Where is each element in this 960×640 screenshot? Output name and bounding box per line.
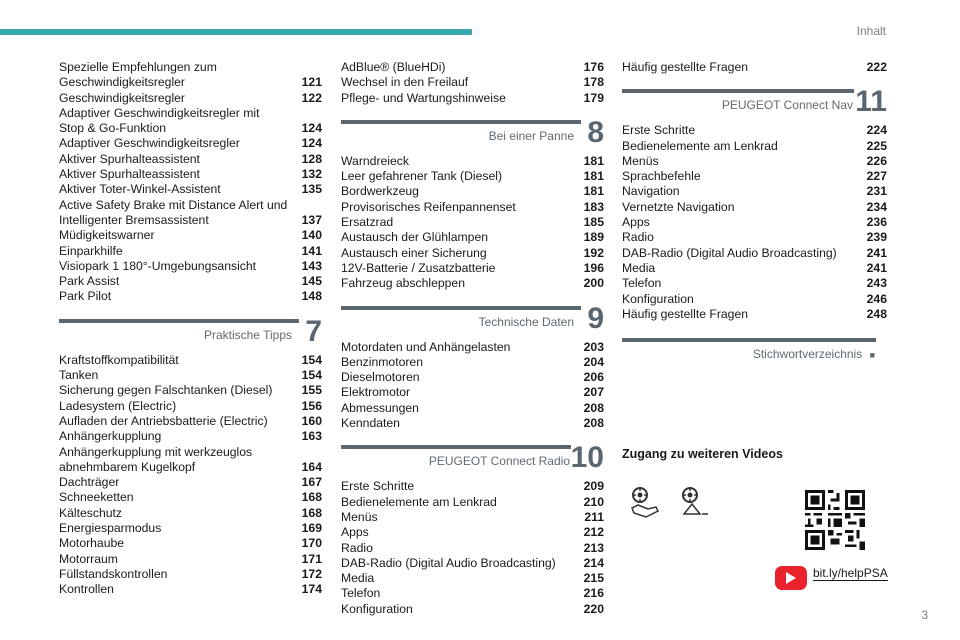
toc-entry[interactable]	[59, 399, 322, 414]
toc-entry-page: 222	[866, 60, 887, 74]
toc-entry[interactable]	[341, 586, 604, 601]
toc-entry-page: 132	[301, 167, 322, 182]
toc-entry-page: 215	[583, 571, 604, 586]
toc-entry-title: Tanken	[59, 368, 99, 383]
toc-entry-title: Bedienelemente am Lenkrad	[341, 494, 497, 509]
toc-entry-page: 243	[866, 276, 887, 291]
toc-entry-title: Häufig gestellte Fragen	[622, 60, 749, 74]
section-bar	[341, 120, 581, 124]
toc-entry[interactable]	[59, 521, 322, 536]
toc-entry-page: 167	[301, 475, 322, 490]
section-header-index	[622, 338, 887, 368]
toc-entry[interactable]	[59, 274, 322, 289]
youtube-icon[interactable]	[775, 566, 807, 590]
toc-entry[interactable]	[341, 355, 604, 370]
toc-column-3	[622, 60, 887, 372]
toc-entry-title: Leer gefahrener Tank (Diesel)	[341, 169, 503, 184]
toc-entry[interactable]	[341, 75, 604, 90]
toc-entry[interactable]	[622, 184, 887, 199]
toc-entry-page: 137	[301, 212, 322, 227]
toc-entry-title: Radio	[341, 540, 373, 555]
toc-entry-page: 208	[583, 400, 604, 415]
toc-entry[interactable]	[59, 445, 322, 460]
toc-entry[interactable]	[622, 200, 887, 215]
index-title: Stichwortverzeichnis	[752, 347, 863, 362]
toc-entry-title: Abmessungen	[341, 400, 419, 415]
toc-entry-title: AdBlue® (BlueHDi)	[341, 60, 446, 74]
section-title: PEUGEOT Connect Nav	[721, 98, 853, 113]
toc-entry[interactable]	[59, 198, 322, 213]
toc-entry[interactable]	[341, 246, 604, 261]
toc-entry-page: 224	[866, 123, 887, 138]
toc-entry-title: Aufladen der Antriebsbatterie (Electric)	[59, 413, 268, 428]
toc-entry[interactable]	[59, 167, 322, 182]
toc-entry-page: 210	[583, 494, 604, 509]
toc-entry[interactable]	[341, 479, 604, 494]
toc-entry-page: 203	[583, 339, 604, 354]
toc-entry-page: 172	[301, 566, 322, 581]
toc-entry-page: 171	[301, 551, 322, 566]
toc-entry-page: 209	[583, 479, 604, 494]
toc-entry[interactable]	[341, 602, 604, 617]
toc-entry-title: Aktiver Spurhalteassistent	[59, 151, 200, 166]
toc-entry[interactable]	[59, 182, 322, 197]
toc-entry[interactable]	[341, 261, 604, 276]
toc-list	[341, 479, 604, 617]
toc-entry-page: 208	[583, 416, 604, 431]
toc-entry-title: abnehmbarem Kugelkopf	[59, 459, 196, 474]
toc-list	[341, 60, 604, 106]
toc-entry-title: Häufig gestellte Fragen	[622, 306, 749, 321]
toc-entry[interactable]	[341, 200, 604, 215]
toc-entry-title: Erste Schritte	[341, 479, 415, 494]
toc-list	[622, 123, 887, 322]
toc-entry-page: 248	[866, 306, 887, 321]
section-number: 10	[570, 441, 604, 475]
toc-entry-title: Benzinmotoren	[341, 354, 423, 369]
toc-entry[interactable]	[622, 276, 887, 291]
toc-entry[interactable]	[341, 510, 604, 525]
section-number: 7	[305, 314, 322, 348]
toc-entry[interactable]	[341, 215, 604, 230]
toc-entry-title: Stop & Go-Funktion	[59, 121, 167, 136]
toc-entry-title: Sprachbefehle	[622, 169, 701, 184]
toc-entry-page: 181	[583, 184, 604, 199]
toc-entry[interactable]	[59, 582, 322, 597]
toc-entry[interactable]	[341, 154, 604, 169]
toc-entry-title: Kontrollen	[59, 582, 114, 597]
toc-entry-page: 206	[583, 370, 604, 385]
section-header-11	[622, 85, 887, 119]
toc-entry[interactable]	[341, 571, 604, 586]
toc-entry-title: Park Pilot	[59, 289, 112, 304]
toc-entry-title: Dachträger	[59, 475, 120, 490]
toc-entry-title: Bordwerkzeug	[341, 184, 419, 199]
toc-entry-page: 239	[866, 230, 887, 245]
toc-entry[interactable]	[59, 228, 322, 243]
toc-entry-page: 170	[301, 536, 322, 551]
section-number: 11	[855, 85, 887, 119]
toc-entry-title: Telefon	[341, 586, 381, 601]
section-bar	[341, 445, 571, 449]
toc-entry[interactable]	[622, 292, 887, 307]
section-title	[753, 347, 875, 363]
toc-entry-title: Motorraum	[59, 551, 118, 566]
section-title: Technische Daten	[478, 314, 574, 329]
qr-code-icon[interactable]	[805, 490, 865, 550]
toc-entry[interactable]	[622, 261, 887, 276]
toc-entry-title: Austausch der Glühlampen	[341, 230, 489, 245]
index-marker: ■	[869, 350, 875, 361]
toc-entry[interactable]	[59, 567, 322, 582]
toc-entry[interactable]	[59, 106, 322, 121]
toc-entry-title: Aktiver Spurhalteassistent	[59, 167, 200, 182]
toc-entry-page: 236	[866, 215, 887, 230]
toc-entry-title: Schneeketten	[59, 490, 134, 505]
toc-entry[interactable]	[59, 289, 322, 304]
toc-entry-page: 241	[866, 245, 887, 260]
toc-entry-page: 192	[583, 245, 604, 260]
toc-entry-page: 176	[583, 60, 604, 74]
toc-entry-title: Pflege- und Wartungshinweise	[341, 90, 506, 105]
toc-entry-title: Konfiguration	[341, 601, 413, 616]
toc-entry-page: 154	[301, 368, 322, 383]
toc-entry-page: 214	[583, 555, 604, 570]
toc-entry-title: Energiesparmodus	[59, 521, 162, 536]
toc-entry-title: Menüs	[622, 153, 659, 168]
section-header-8	[341, 115, 604, 150]
toc-entry-title: Provisorisches Reifenpannenset	[341, 199, 516, 214]
toc-entry-page: 246	[866, 291, 887, 306]
toc-entry-title: Fahrzeug abschleppen	[341, 276, 465, 291]
toc-entry-title: DAB-Radio (Digital Audio Broadcasting)	[341, 555, 556, 570]
toc-entry-page: 234	[866, 199, 887, 214]
toc-entry[interactable]	[59, 506, 322, 521]
toc-entry-title: DAB-Radio (Digital Audio Broadcasting)	[622, 245, 837, 260]
toc-entry-page: 168	[301, 505, 322, 520]
toc-entry-title: Navigation	[622, 184, 680, 199]
toc-entry[interactable]	[622, 139, 887, 154]
toc-entry-title: Visiopark 1 180°-Umgebungsansicht	[59, 258, 257, 273]
toc-entry-page: 122	[301, 90, 322, 105]
toc-entry[interactable]	[341, 184, 604, 199]
toc-entry[interactable]	[341, 340, 604, 355]
toc-entry-page: 207	[583, 385, 604, 400]
toc-entry-page: 241	[866, 260, 887, 275]
toc-entry-page: 216	[583, 586, 604, 601]
toc-entry[interactable]	[59, 460, 322, 475]
toc-entry-title: Menüs	[341, 509, 378, 524]
toc-entry-title: 12V-Batterie / Zusatzbatterie	[341, 260, 496, 275]
toc-entry-page: 135	[301, 182, 322, 197]
toc-entry[interactable]	[622, 154, 887, 169]
section-number: 9	[587, 301, 604, 335]
toc-entry[interactable]	[341, 230, 604, 245]
video-help-icon	[678, 486, 712, 520]
toc-entry-title: Adaptiver Geschwindigkeitsregler mit	[59, 105, 260, 120]
toc-entry-title: Einparkhilfe	[59, 243, 123, 258]
toc-entry-page: 196	[583, 260, 604, 275]
toc-entry-title: Park Assist	[59, 274, 120, 289]
toc-entry-title: Kenndaten	[341, 416, 400, 431]
toc-entry[interactable]	[341, 495, 604, 510]
toc-entry[interactable]	[59, 536, 322, 551]
toc-entry-page: 204	[583, 354, 604, 369]
toc-entry-title: Bedienelemente am Lenkrad	[622, 138, 778, 153]
toc-entry-page: 164	[301, 459, 322, 474]
toc-entry-title: Elektromotor	[341, 385, 411, 400]
toc-entry[interactable]	[341, 416, 604, 431]
toc-entry-title: Apps	[622, 215, 650, 230]
toc-entry-page: 212	[583, 525, 604, 540]
toc-entry-title: Vernetzte Navigation	[622, 199, 735, 214]
toc-entry[interactable]	[622, 246, 887, 261]
toc-entry-page: 128	[301, 151, 322, 166]
toc-entry[interactable]	[59, 121, 322, 136]
toc-entry[interactable]	[622, 230, 887, 245]
toc-entry-title: Motordaten und Anhängelasten	[341, 339, 511, 354]
toc-entry-page: 226	[866, 153, 887, 168]
toc-entry-page: 154	[301, 352, 322, 367]
toc-entry-page: 178	[583, 75, 604, 90]
toc-entry-page: 155	[301, 383, 322, 398]
toc-entry-page: 156	[301, 398, 322, 413]
toc-entry[interactable]	[59, 414, 322, 429]
toc-entry[interactable]	[59, 213, 322, 228]
toc-entry-title: Sicherung gegen Falschtanken (Diesel)	[59, 383, 273, 398]
toc-entry-title: Spezielle Empfehlungen zum	[59, 60, 217, 74]
toc-entry-page: 140	[301, 228, 322, 243]
toc-entry[interactable]	[341, 541, 604, 556]
toc-entry-title: Kraftstoffkompatibilität	[59, 352, 179, 367]
toc-list	[341, 340, 604, 432]
toc-entry-title: Intelligenter Bremsassistent	[59, 212, 209, 227]
toc-entry-title: Aktiver Toter-Winkel-Assistent	[59, 182, 221, 197]
toc-entry-page: 143	[301, 258, 322, 273]
toc-entry[interactable]	[622, 169, 887, 184]
toc-entry-title: Geschwindigkeitsregler	[59, 75, 185, 90]
toc-entry-title: Konfiguration	[622, 291, 694, 306]
toc-entry-title: Dieselmotoren	[341, 370, 420, 385]
toc-list	[341, 154, 604, 292]
section-title: PEUGEOT Connect Radio	[428, 454, 570, 469]
toc-entry-page: 148	[301, 289, 322, 304]
toc-entry-title: Adaptiver Geschwindigkeitsregler	[59, 136, 240, 151]
section-header-10	[341, 441, 604, 475]
toc-entry-page: 124	[301, 136, 322, 151]
toc-column-2	[341, 60, 604, 617]
toc-entry[interactable]	[59, 136, 322, 151]
toc-entry[interactable]	[59, 60, 322, 75]
section-number: 8	[587, 115, 604, 149]
toc-entry-page: 181	[583, 153, 604, 168]
toc-entry[interactable]	[59, 75, 322, 90]
toc-entry[interactable]	[59, 552, 322, 567]
videos-heading: Zugang zu weiteren Videos	[622, 447, 783, 461]
toc-list	[622, 60, 887, 75]
toc-entry-page: 181	[583, 169, 604, 184]
toc-entry[interactable]	[341, 401, 604, 416]
toc-entry[interactable]	[59, 475, 322, 490]
toc-entry-page: 183	[583, 199, 604, 214]
toc-entry-title: Telefon	[622, 276, 662, 291]
video-help-icon	[628, 486, 662, 520]
toc-entry[interactable]	[59, 368, 322, 383]
toc-entry-title: Warndreieck	[341, 153, 409, 168]
toc-entry-page: 124	[301, 121, 322, 136]
toc-entry-page: 121	[301, 75, 322, 90]
toc-entry[interactable]	[622, 123, 887, 138]
toc-entry-page: 211	[584, 509, 604, 524]
toc-entry[interactable]	[341, 556, 604, 571]
toc-entry-page: 169	[301, 521, 322, 536]
toc-entry-title: Media	[341, 571, 375, 586]
toc-list	[59, 353, 322, 598]
toc-entry-page: 227	[866, 169, 887, 184]
toc-entry-page: 141	[301, 243, 322, 258]
section-bar	[341, 306, 581, 310]
toc-entry-page: 200	[583, 276, 604, 291]
section-title: Bei einer Panne	[488, 128, 574, 143]
toc-entry[interactable]	[622, 215, 887, 230]
toc-entry-page: 160	[301, 413, 322, 428]
section-bar	[622, 338, 876, 342]
toc-entry[interactable]	[59, 91, 322, 106]
toc-entry-title: Apps	[341, 525, 369, 540]
toc-entry-title: Ersatzrad	[341, 215, 394, 230]
section-header-9	[341, 301, 604, 336]
toc-entry-page: 189	[583, 230, 604, 245]
toc-entry[interactable]	[59, 429, 322, 444]
toc-entry-title: Active Safety Brake mit Distance Alert und	[59, 197, 288, 212]
toc-entry-page: 220	[583, 601, 604, 616]
toc-entry[interactable]	[59, 152, 322, 167]
toc-entry[interactable]	[341, 169, 604, 184]
toc-entry-page: 179	[583, 90, 604, 105]
toc-entry-title: Anhängerkupplung mit werkzeuglos	[59, 444, 253, 459]
toc-entry[interactable]	[341, 385, 604, 400]
section-title: Praktische Tipps	[203, 327, 292, 342]
toc-entry[interactable]	[341, 276, 604, 291]
toc-entry-title: Austausch einer Sicherung	[341, 245, 487, 260]
toc-entry-page: 168	[301, 490, 322, 505]
toc-entry-title: Füllstandskontrollen	[59, 566, 168, 581]
toc-column-1	[59, 60, 322, 598]
page-number: 3	[921, 608, 928, 622]
toc-entry[interactable]	[341, 525, 604, 540]
toc-entry-title: Müdigkeitswarner	[59, 228, 155, 243]
section-bar	[622, 89, 854, 93]
toc-entry[interactable]	[59, 383, 322, 398]
toc-entry-title: Kälteschutz	[59, 505, 123, 520]
toc-entry[interactable]	[341, 60, 604, 75]
toc-entry-page: 163	[301, 429, 322, 444]
toc-list	[59, 60, 322, 305]
toc-entry-title: Anhängerkupplung	[59, 429, 162, 444]
section-header-7	[59, 314, 322, 349]
toc-entry[interactable]	[622, 60, 887, 75]
toc-entry-title: Radio	[622, 230, 654, 245]
toc-entry-page: 231	[866, 184, 887, 199]
toc-entry-page: 185	[583, 215, 604, 230]
toc-entry[interactable]	[59, 244, 322, 259]
header-accent-bar	[0, 29, 472, 35]
toc-entry[interactable]	[622, 307, 887, 322]
help-videos-link[interactable]: bit.ly/helpPSA	[813, 566, 888, 580]
toc-entry-page: 145	[301, 274, 322, 289]
toc-entry-title: Erste Schritte	[622, 123, 696, 138]
toc-entry-title: Ladesystem (Electric)	[59, 398, 177, 413]
toc-entry[interactable]	[59, 353, 322, 368]
toc-entry[interactable]	[59, 490, 322, 505]
toc-entry-title: Geschwindigkeitsregler	[59, 90, 185, 105]
header-section-title: Inhalt	[856, 24, 886, 38]
toc-entry-title: Wechsel in den Freilauf	[341, 75, 469, 90]
toc-entry-page: 225	[866, 138, 887, 153]
toc-entry[interactable]	[341, 91, 604, 106]
toc-entry-title: Media	[622, 260, 656, 275]
toc-entry-page: 174	[301, 582, 322, 597]
section-bar	[59, 319, 299, 323]
toc-entry-page: 213	[583, 540, 604, 555]
toc-entry[interactable]	[59, 259, 322, 274]
toc-entry-title: Motorhaube	[59, 536, 125, 551]
toc-entry[interactable]	[341, 370, 604, 385]
